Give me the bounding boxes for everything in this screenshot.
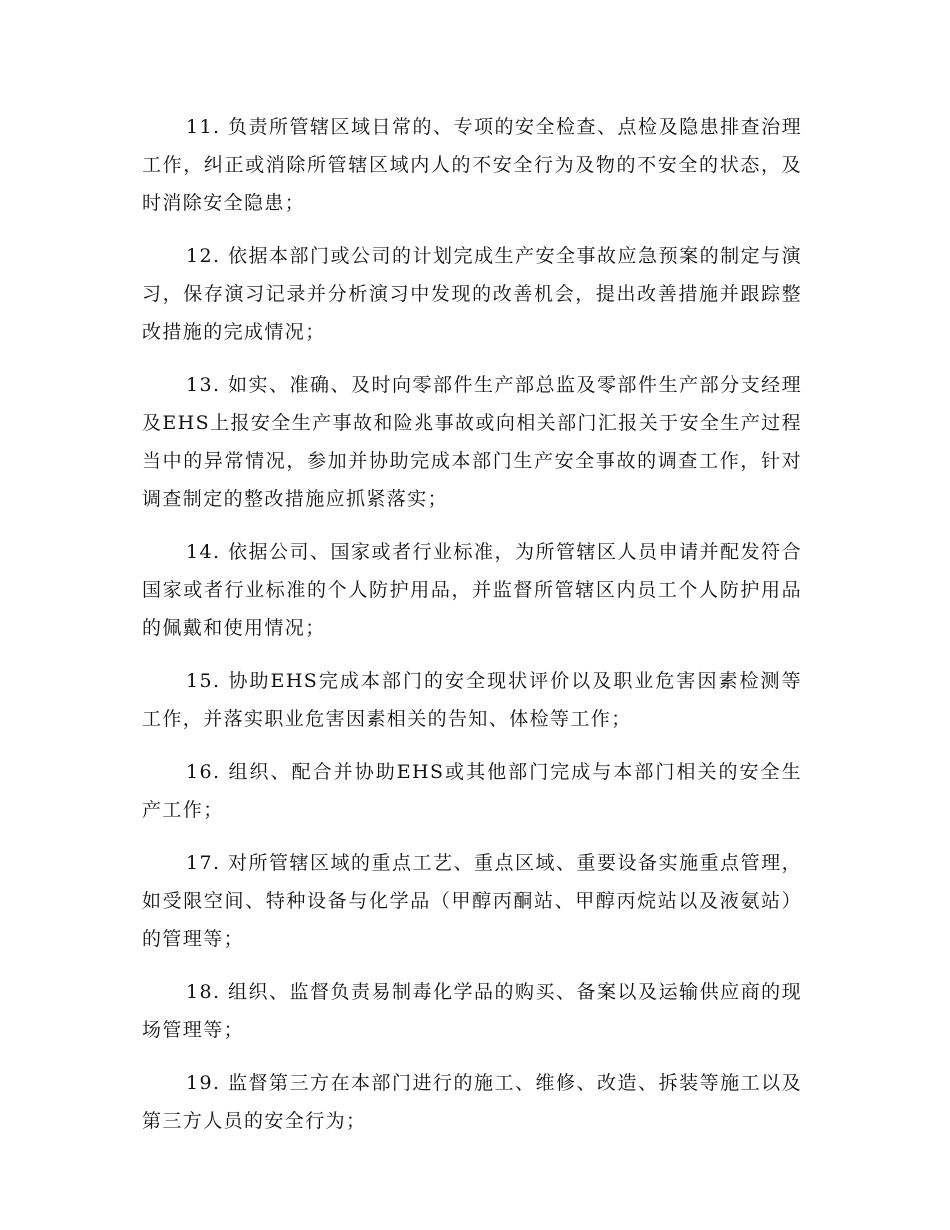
paragraph-16: 16. 组织、配合并协助EHS或其他部门完成与本部门相关的安全生产工作； <box>142 761 802 821</box>
paragraph-18: 18. 组织、监督负责易制毒化学品的购买、备案以及运输供应商的现场管理等； <box>142 981 802 1041</box>
paragraph-12: 12. 依据本部门或公司的计划完成生产安全事故应急预案的制定与演习，保存演习记录并分析演习中发现的改善机会，提出改善措施并跟踪整改措施的完成情况； <box>142 245 802 343</box>
paragraph-19: 19. 监督第三方在本部门进行的施工、维修、改造、拆装等施工以及第三方人员的安全行为； <box>142 1072 802 1132</box>
paragraph-15: 15. 协助EHS完成本部门的安全现状评价以及职业危害因素检测等工作，并落实职业危害因素相关的告知、体检等工作； <box>142 670 802 730</box>
paragraph-11: 11. 负责所管辖区域日常的、专项的安全检查、点检及隐患排查治理工作，纠正或消除所管辖区域内人的不安全行为及物的不安全的状态，及时消除安全隐患； <box>142 116 802 214</box>
paragraph-13: 13. 如实、准确、及时向零部件生产部总监及零部件生产部分支经理及EHS上报安全生产事故和险兆事故或向相关部门汇报关于安全生产过程当中的异常情况，参加并协助完成本部门生产安全事故的调查工作，针对调查制定的整改措施应抓紧落实； <box>142 374 802 510</box>
document-body <box>142 108 802 1155</box>
paragraph-14: 14. 依据公司、国家或者行业标准，为所管辖区人员申请并配发符合国家或者行业标准的个人防护用品，并监督所管辖区内员工个人防护用品的佩戴和使用情况； <box>142 541 802 639</box>
paragraph-17: 17. 对所管辖区域的重点工艺、重点区域、重要设备实施重点管理，如受限空间、特种设备与化学品（甲醇丙酮站、甲醇丙烷站以及液氨站）的管理等； <box>142 852 802 950</box>
